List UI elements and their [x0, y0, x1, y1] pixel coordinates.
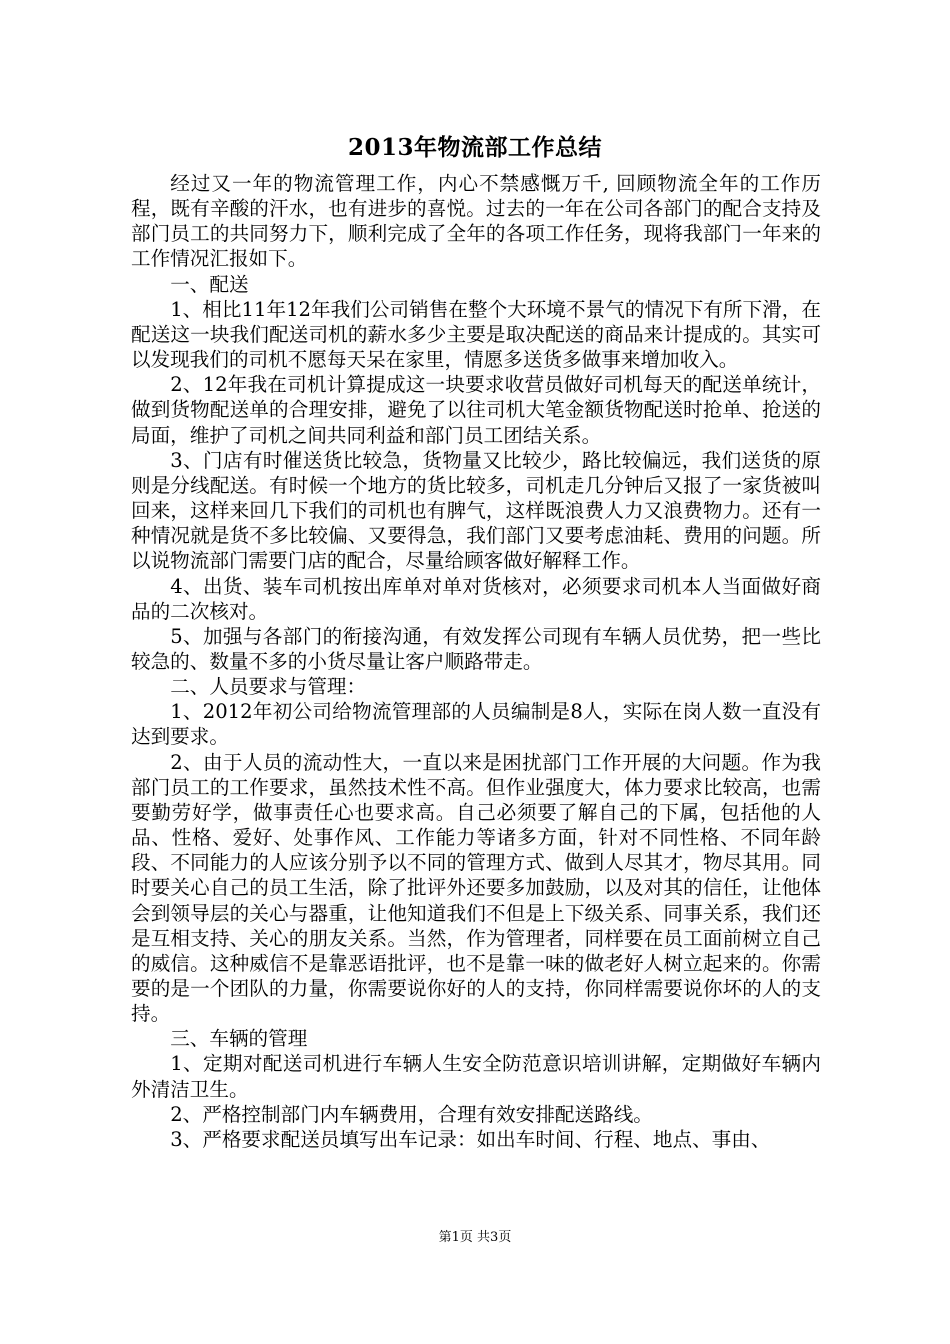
intro-paragraph: 经过又一年的物流管理工作，内心不禁感慨万千, 回顾物流全年的工作历程，既有辛酸的汗水，也有进步的喜悦。过去的一年在公司各部门的配合支持及部门员工的共同努力下，顺利完成了全年的各项工作任务，现将我部门一年来的工作情况汇报如下。 — [131, 172, 821, 271]
paragraph: 1、相比11年12年我们公司销售在整个大环境不景气的情况下有所下滑，在配送这一块我们配送司机的薪水多少主要是取决配送的商品来计提成的。其实可以发现我们的司机不愿每天呆在家里，情愿多送货多做事来增加收入。 — [131, 297, 821, 372]
paragraph: 2、12年我在司机计算提成这一块要求收营员做好司机每天的配送单统计，做到货物配送单的合理安排，避免了以往司机大笔金额货物配送时抢单、抢送的局面，维护了司机之间共同利益和部门员工团结关系。 — [131, 373, 821, 447]
document-body — [131, 171, 821, 1152]
section-heading-vehicles: 三、车辆的管理 — [170, 1027, 308, 1051]
paragraph: 3、门店有时催送货比较急，货物量又比较少，路比较偏远，我们送货的原则是分线配送。有时候一个地方的货比较多，司机走几分钟后又报了一家货被叫回来，这样来回几下我们的司机也有脾气，这样既浪费人力又浪费物力。还有一种情况就是货不多比较偏、又要得急，我们部门又要考虑油耗、费用的问题。所以说物流部门需要门店的配合，尽量给顾客做好解释工作。 — [131, 448, 821, 573]
section-heading-delivery: 一、配送 — [170, 272, 249, 296]
paragraph: 2、由于人员的流动性大，一直以来是困扰部门工作开展的大问题。作为我部门员工的工作要求，虽然技术性不高。但作业强度大，体力要求比较高，也需要勤劳好学，做事责任心也要求高。自己必须要了解自己的下属，包括他的人品、性格、爱好、处事作风、工作能力等诸多方面，针对不同性格、不同年龄段、不同能力的人应该分别予以不同的管理方式、做到人尽其才，物尽其用。同时要关心自己的员工生活，除了批评外还要多加鼓励，以及对其的信任，让他体会到领导层的关心与器重，让他知道我们不但是上下级关系、同事关系，我们还是互相支持、关心的朋友关系。当然，作为管理者，同样要在员工面前树立自己的威信。这种威信不是靠恶语批评，也不是靠一味的做老好人树立起来的。你需要的是一个团队的力量，你需要说你好的人的支持，你同样需要说你坏的人的支持。 — [131, 750, 821, 1026]
paragraph: 3、严格要求配送员填写出车记录：如出车时间、行程、地点、事由、 — [170, 1127, 771, 1151]
paragraph: 5、加强与各部门的衔接沟通，有效发挥公司现有车辆人员优势，把一些比较急的、数量不多的小货尽量让客户顺路带走。 — [131, 624, 821, 673]
paragraph: 1、2012年初公司给物流管理部的人员编制是8人，实际在岗人数一直没有达到要求。 — [131, 700, 821, 749]
page-footer: 第1页 共3页 — [438, 1230, 512, 1245]
paragraph: 4、出货、装车司机按出库单对单对货核对，必须要求司机本人当面做好商品的二次核对。 — [131, 574, 821, 623]
paragraph: 1、定期对配送司机进行车辆人生安全防范意识培训讲解，定期做好车辆内外清洁卫生。 — [131, 1052, 821, 1101]
document-title: 2013年物流部工作总结 — [347, 134, 602, 161]
paragraph: 2、严格控制部门内车辆费用，合理有效安排配送路线。 — [170, 1102, 653, 1126]
section-heading-personnel: 二、人员要求与管理： — [170, 675, 367, 699]
